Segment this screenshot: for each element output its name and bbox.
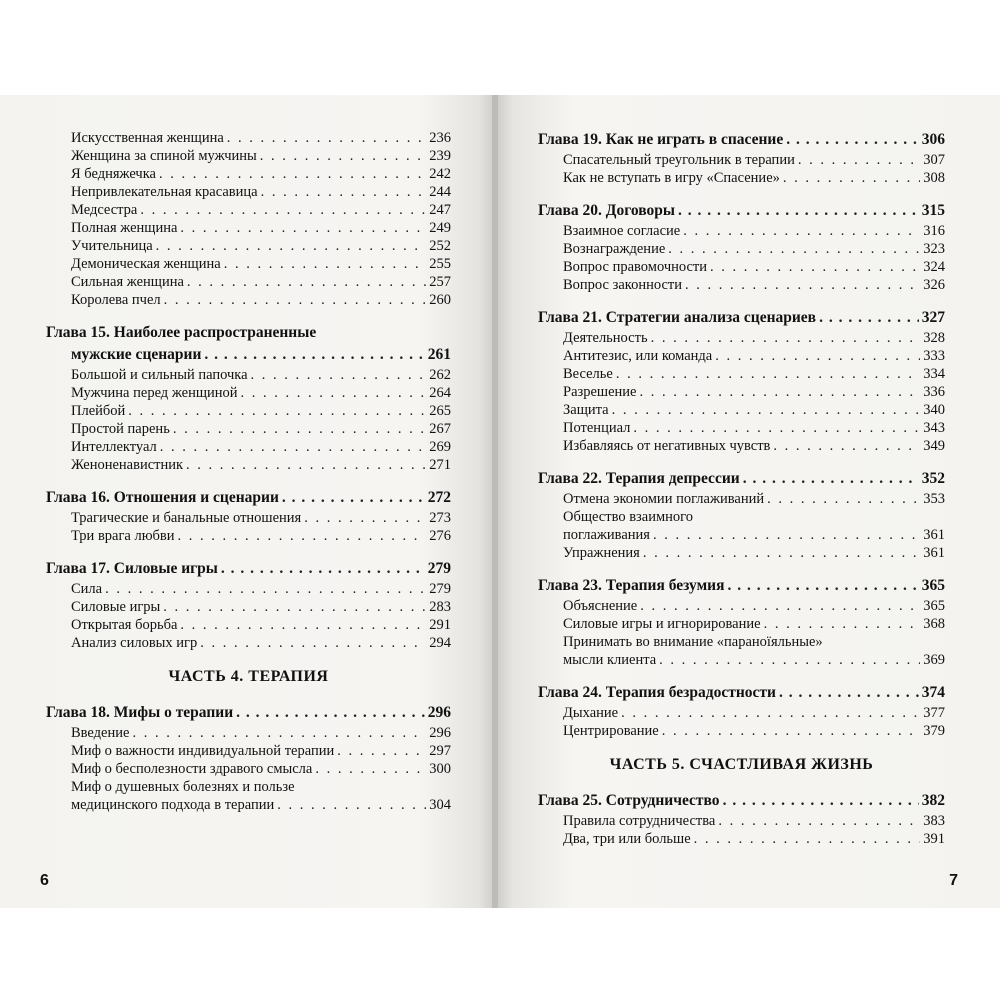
- toc-entry: Медсестра . . . 247: [46, 201, 451, 219]
- toc-entry: Я бедняжечка . . . 242: [46, 165, 451, 183]
- chapter-heading: Глава 19. Как не играть в спасение . . . 306: [538, 129, 945, 151]
- toc-entry: Миф о душевных болезнях и пользе: [71, 779, 295, 795]
- page-number: 7: [949, 872, 958, 889]
- toc-entry: поглаживания . . . 361: [538, 526, 945, 544]
- toc-entry: Упражнения . . . 361: [538, 544, 945, 562]
- toc-entry: Женщина за спиной мужчины . . . 239: [46, 147, 451, 165]
- toc-entry: Миф о бесполезности здравого смысла . . . 300: [46, 760, 451, 778]
- chapter-heading: мужские сценарии . . . 261: [46, 344, 451, 366]
- part-heading: ЧАСТЬ 5. СЧАСТЛИВАЯ ЖИЗНЬ: [609, 756, 874, 773]
- toc-entry: Учительница . . . 252: [46, 237, 451, 255]
- toc-entry: Два, три или больше . . . 391: [538, 830, 945, 848]
- chapter-heading: Глава 18. Мифы о терапии . . . 296: [46, 702, 451, 724]
- toc-entry: Силовые игры и игнорирование . . . 368: [538, 615, 945, 633]
- toc-entry: Открытая борьба . . . 291: [46, 616, 451, 634]
- book-spread: [0, 95, 1000, 908]
- right-page: [498, 95, 1000, 908]
- chapter-heading: Глава 20. Договоры . . . 315: [538, 200, 945, 222]
- toc-entry: Трагические и банальные отношения . . . 273: [46, 509, 451, 527]
- left-page: [0, 95, 494, 908]
- toc-entry: Принимать во внимание «параноїяльные»: [563, 634, 823, 650]
- toc-entry: Полная женщина . . . 249: [46, 219, 451, 237]
- toc-entry: Демоническая женщина . . . 255: [46, 255, 451, 273]
- part-heading: ЧАСТЬ 4. ТЕРАПИЯ: [168, 668, 329, 685]
- toc-entry: Силовые игры . . . 283: [46, 598, 451, 616]
- toc-entry: Мужчина перед женщиной . . . 264: [46, 384, 451, 402]
- toc-entry: Плейбой . . . 265: [46, 402, 451, 420]
- toc-entry: медицинского подхода в терапии . . . 304: [46, 796, 451, 814]
- toc-entry: Потенциал . . . 343: [538, 419, 945, 437]
- toc-entry: Искусственная женщина . . . 236: [46, 129, 451, 147]
- toc-entry: Центрирование . . . 379: [538, 722, 945, 740]
- toc-entry: Деятельность . . . 328: [538, 329, 945, 347]
- chapter-heading: Глава 23. Терапия безумия . . . 365: [538, 575, 945, 597]
- left-toc: [46, 129, 451, 814]
- toc-entry: мысли клиента . . . 369: [538, 651, 945, 669]
- toc-entry: Вопрос законности . . . 326: [538, 276, 945, 294]
- toc-entry: Миф о важности индивидуальной терапии . . . 297: [46, 742, 451, 760]
- toc-entry: Вознаграждение . . . 323: [538, 240, 945, 258]
- toc-entry: Дыхание . . . 377: [538, 704, 945, 722]
- right-toc: [538, 129, 945, 848]
- toc-entry: Объяснение . . . 365: [538, 597, 945, 615]
- toc-entry: Королева пчел . . . 260: [46, 291, 451, 309]
- toc-entry: Интеллектуал . . . 269: [46, 438, 451, 456]
- toc-entry: Взаимное согласие . . . 316: [538, 222, 945, 240]
- toc-entry: Общество взаимного: [563, 509, 693, 525]
- toc-entry: Веселье . . . 334: [538, 365, 945, 383]
- chapter-heading: Глава 16. Отношения и сценарии . . . 272: [46, 487, 451, 509]
- toc-entry: Три врага любви . . . 276: [46, 527, 451, 545]
- chapter-heading: Глава 21. Стратегии анализа сценариев . . . 327: [538, 307, 945, 329]
- toc-entry: Сила . . . 279: [46, 580, 451, 598]
- chapter-heading: Глава 24. Терапия безрадостности . . . 374: [538, 682, 945, 704]
- toc-entry: Большой и сильный папочка . . . 262: [46, 366, 451, 384]
- toc-entry: Введение . . . 296: [46, 724, 451, 742]
- toc-entry: Анализ силовых игр . . . 294: [46, 634, 451, 652]
- toc-entry: Правила сотрудничества . . . 383: [538, 812, 945, 830]
- toc-entry: Как не вступать в игру «Спасение» . . . 308: [538, 169, 945, 187]
- toc-entry: Разрешение . . . 336: [538, 383, 945, 401]
- chapter-heading: Глава 17. Силовые игры . . . 279: [46, 558, 451, 580]
- toc-entry: Непривлекательная красавица . . . 244: [46, 183, 451, 201]
- toc-entry: Сильная женщина . . . 257: [46, 273, 451, 291]
- chapter-heading: Глава 22. Терапия депрессии . . . 352: [538, 468, 945, 490]
- toc-entry: Избавляясь от негативных чувств . . . 349: [538, 437, 945, 455]
- page-number: 6: [40, 872, 49, 889]
- chapter-heading: Глава 25. Сотрудничество . . . 382: [538, 790, 945, 812]
- toc-entry: Женоненавистник . . . 271: [46, 456, 451, 474]
- toc-entry: Спасательный треугольник в терапии . . . 307: [538, 151, 945, 169]
- chapter-heading: Глава 15. Наиболее распространенные: [46, 324, 317, 341]
- toc-entry: Отмена экономии поглаживаний . . . 353: [538, 490, 945, 508]
- toc-entry: Антитезис, или команда . . . 333: [538, 347, 945, 365]
- toc-entry: Защита . . . 340: [538, 401, 945, 419]
- toc-entry: Вопрос правомочности . . . 324: [538, 258, 945, 276]
- toc-entry: Простой парень . . . 267: [46, 420, 451, 438]
